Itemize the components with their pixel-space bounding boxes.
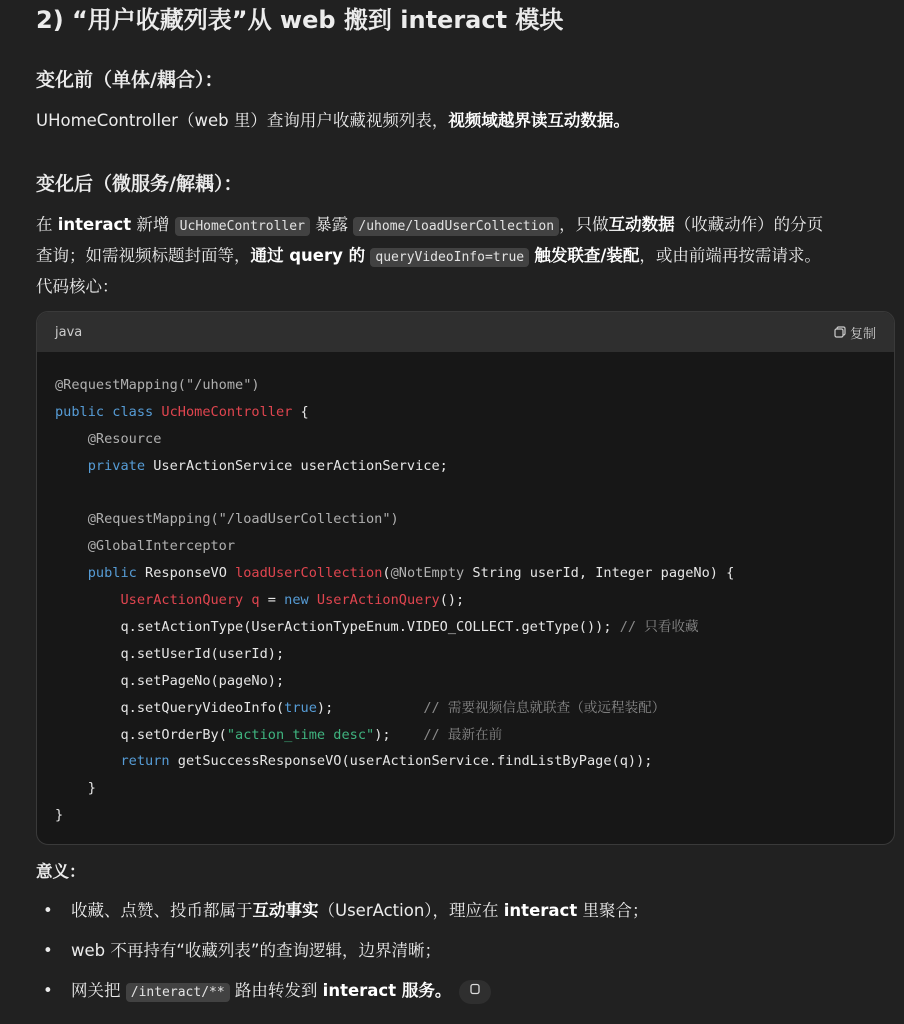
code-line — [55, 453, 876, 480]
after-l1-f: 互动数据 — [608, 215, 675, 234]
b1-c: （UserAction），理应在 — [318, 901, 504, 920]
copy-message-button[interactable] — [459, 980, 491, 1004]
list-item — [36, 893, 648, 933]
code-line: } — [55, 780, 96, 797]
before-text-bold: 视频域越界读互动数据。 — [448, 111, 630, 130]
code-text: String userId, Integer pageNo) { — [464, 565, 735, 582]
b3-a: 网关把 — [71, 981, 126, 1000]
code-line: @RequestMapping("/uhome") — [55, 377, 260, 393]
code-keyword: public — [55, 565, 146, 582]
code-line: @GlobalInterceptor — [55, 538, 236, 555]
after-line-2 — [36, 240, 821, 274]
meaning-list — [36, 893, 648, 1013]
b1-b: 互动事实 — [252, 901, 319, 920]
meaning-title: 意义： — [36, 862, 86, 881]
section-heading: 2) “用户收藏列表”从 web 搬到 interact 模块 — [36, 6, 564, 34]
after-l1-a: 在 — [36, 215, 58, 234]
code-line — [55, 560, 876, 587]
after-l1-b: interact — [57, 215, 132, 234]
before-text — [36, 105, 630, 137]
code-line — [55, 748, 876, 775]
b3-b: 路由转发到 — [229, 981, 323, 1000]
code-line: q.setPageNo(pageNo); — [55, 672, 285, 689]
code-content — [37, 352, 894, 829]
code-line-blank — [55, 480, 876, 507]
code-line — [55, 695, 876, 722]
b3-c: interact 服务。 — [322, 981, 452, 1000]
code-comment: // 最新在前 — [423, 726, 503, 743]
after-l1-g: （收藏动作）的分页 — [674, 215, 824, 234]
code-line: @Resource — [55, 430, 162, 447]
code-keyword: public class — [55, 403, 162, 420]
code-line: } — [55, 807, 64, 824]
after-title: 变化后（微服务/解耦）： — [36, 173, 243, 195]
b2-text: web 不再持有“收藏列表”的查询逻辑，边界清晰； — [71, 941, 441, 960]
code-text: ); — [316, 699, 424, 716]
code-text: q.setQueryVideoInfo( — [55, 699, 285, 716]
after-l2-b: 通过 query 的 — [250, 246, 366, 265]
inline-code-query: queryVideoInfo=true — [370, 248, 529, 267]
code-line — [55, 587, 876, 614]
code-language: java — [55, 324, 83, 340]
code-string: "action_time desc" — [226, 726, 375, 743]
before-text-prefix: UHomeController（web 里）查询用户收藏视频列表， — [36, 111, 449, 130]
code-method-name: loadUserCollection — [235, 565, 383, 582]
inline-code-controller: UcHomeController — [175, 217, 310, 236]
code-text: getSuccessResponseVO(userActionService.findListByPage(q)); — [177, 753, 653, 770]
code-keyword: true — [284, 699, 317, 716]
code-block — [36, 311, 895, 845]
after-l2-c: 触发联查/装配 — [534, 246, 640, 265]
code-keyword: return — [55, 753, 178, 770]
code-keyword: private — [55, 457, 154, 474]
b1-d: interact — [503, 901, 578, 920]
after-l1-d: 暴露 — [309, 215, 354, 234]
code-line — [55, 399, 876, 426]
copy-label: 复制 — [849, 326, 876, 342]
code-text: = — [259, 592, 285, 609]
code-text: ResponseVO — [145, 565, 236, 582]
inline-code-route: /interact/** — [126, 983, 230, 1002]
code-line — [55, 722, 876, 749]
before-title: 变化前（单体/耦合）： — [36, 69, 224, 91]
code-block-header — [37, 312, 894, 352]
after-l2-d: ，或由前端再按需请求。 — [639, 246, 821, 265]
code-class-name: UcHomeController — [161, 403, 293, 420]
code-text: q.setActionType(UserActionTypeEnum.VIDEO_COLLECT.getType()); — [55, 619, 620, 636]
after-line-3: 代码核心： — [36, 277, 119, 296]
list-item — [36, 973, 648, 1013]
b1-a: 收藏、点赞、投币都属于 — [71, 901, 253, 920]
code-line: q.setUserId(userId); — [55, 645, 285, 662]
after-line-1 — [36, 209, 823, 243]
code-keyword: new — [284, 592, 317, 609]
code-line — [55, 614, 876, 641]
after-l1-e: ，只做 — [559, 215, 609, 234]
b1-e: 里聚合； — [577, 901, 649, 920]
code-text: UserActionService userActionService; — [153, 457, 448, 474]
code-comment: // 需要视频信息就联查（或远程装配） — [423, 699, 666, 716]
code-annotation: @NotEmpty — [390, 565, 465, 582]
code-text: { — [292, 403, 309, 420]
code-text: ( — [382, 565, 391, 582]
code-text: (); — [439, 592, 465, 609]
code-class-name: UserActionQuery q — [55, 592, 260, 609]
after-l1-c: 新增 — [131, 215, 175, 234]
after-l2-a: 查询；如需视频标题封面等， — [36, 246, 251, 265]
copy-icon — [834, 326, 846, 338]
inline-code-path: /uhome/loadUserCollection — [353, 217, 559, 236]
code-class-name: UserActionQuery — [316, 592, 440, 609]
code-text: q.setOrderBy( — [55, 726, 227, 743]
code-text: ); — [374, 726, 424, 743]
code-comment: // 只看收藏 — [619, 619, 699, 636]
list-item — [36, 933, 648, 973]
copy-code-button[interactable] — [834, 323, 876, 342]
copy-icon — [469, 983, 481, 995]
code-line: @RequestMapping("/loadUserCollection") — [55, 511, 399, 528]
